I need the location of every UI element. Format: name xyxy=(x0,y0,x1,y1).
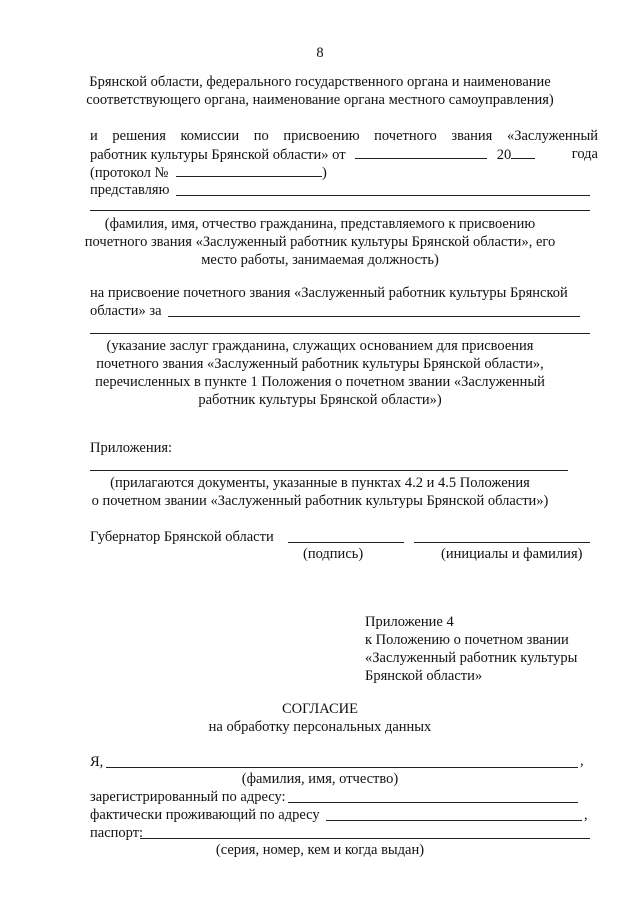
consent-i-prefix: Я, xyxy=(90,754,104,770)
intro-line-2: соответствующего органа, наименование органа местного самоуправления) xyxy=(86,92,554,108)
nominee-caption-1: (фамилия, имя, отчество гражданина, представляемого к присвоению xyxy=(104,216,536,232)
award-line-2-prefix: области» за xyxy=(90,303,162,319)
nominee-caption-3: место работы, занимаемая должность) xyxy=(201,252,439,268)
governor-label: Губернатор Брянской области xyxy=(90,529,274,545)
decision-word: комиссии xyxy=(180,128,240,144)
attachments-caption-1: (прилагаются документы, указанные в пунктах 4.2 и 4.5 Положения xyxy=(110,475,530,491)
decision-word: почетного xyxy=(374,128,437,144)
signature-field[interactable] xyxy=(288,542,404,543)
decision-date-prefix: работник культуры Брянской области» от xyxy=(90,147,346,163)
protocol-suffix: ) xyxy=(321,165,327,181)
consent-fio-field[interactable] xyxy=(106,767,578,768)
consent-passport-caption: (серия, номер, кем и когда выдан) xyxy=(215,842,425,858)
attachments-caption-2: о почетном звании «Заслуженный работник культуры Брянской области») xyxy=(91,493,549,509)
represent-label: представляю xyxy=(90,182,170,198)
page-number: 8 xyxy=(316,45,324,61)
merits-field-line-2[interactable] xyxy=(90,333,590,334)
intro-line-1: Брянской области, федерального государственного органа и наименование xyxy=(89,74,551,90)
award-line-1: на присвоение почетного звания «Заслуженный работник культуры Брянской xyxy=(90,285,568,301)
nominee-caption-2: почетного звания «Заслуженный работник культуры Брянской области», его xyxy=(84,234,556,250)
nominee-field-line-2[interactable] xyxy=(90,210,590,211)
consent-registered-label: зарегистрированный по адресу: xyxy=(90,789,286,805)
consent-living-suffix: , xyxy=(584,807,588,823)
decision-word: и xyxy=(90,128,98,144)
attachments-field[interactable] xyxy=(90,470,568,471)
merits-caption-4: работник культуры Брянской области») xyxy=(198,392,442,408)
initials-caption: (инициалы и фамилия) xyxy=(441,546,583,562)
consent-living-label: фактически проживающий по адресу xyxy=(90,807,320,823)
consent-registered-field[interactable] xyxy=(288,802,578,803)
decision-word: звания xyxy=(451,128,493,144)
decision-date-field[interactable] xyxy=(355,145,487,159)
represent-line xyxy=(90,181,169,199)
protocol-number-field[interactable] xyxy=(176,163,322,177)
merits-field[interactable] xyxy=(168,316,580,317)
represent-field[interactable] xyxy=(176,195,590,196)
appendix-line-2: к Положению о почетном звании xyxy=(365,632,569,648)
consent-living-field[interactable] xyxy=(326,820,582,821)
protocol-prefix: (протокол № xyxy=(90,165,169,181)
decision-year-suffix: года xyxy=(571,146,598,162)
decision-year-prefix: 20 xyxy=(496,147,512,163)
consent-title: СОГЛАСИЕ xyxy=(281,701,359,717)
consent-fio-caption: (фамилия, имя, отчество) xyxy=(241,771,399,787)
decision-word: по xyxy=(253,128,269,144)
consent-passport-field[interactable] xyxy=(140,838,590,839)
consent-i-suffix: , xyxy=(580,753,584,769)
appendix-line-4: Брянской области» xyxy=(365,668,483,684)
protocol-line xyxy=(90,163,327,182)
signature-caption: (подпись) xyxy=(303,546,364,562)
merits-caption-1: (указание заслуг гражданина, служащих основанием для присвоения xyxy=(106,338,534,354)
consent-passport-label: паспорт: xyxy=(90,825,144,841)
decision-word: решения xyxy=(112,128,166,144)
appendix-line-3: «Заслуженный работник культуры xyxy=(365,650,578,666)
decision-line-1 xyxy=(90,127,598,145)
merits-caption-2: почетного звания «Заслуженный работник культуры Брянской области», xyxy=(96,356,544,372)
award-line-2 xyxy=(90,302,162,320)
decision-word: «Заслуженный xyxy=(506,128,598,144)
initials-field[interactable] xyxy=(414,542,590,543)
appendix-line-1: Приложение 4 xyxy=(365,614,454,630)
decision-year-field[interactable] xyxy=(511,145,535,159)
merits-caption-3: перечисленных в пункте 1 Положения о почетном звании «Заслуженный xyxy=(95,374,545,390)
attachments-label: Приложения: xyxy=(90,440,173,456)
decision-word: присвоению xyxy=(283,128,360,144)
decision-line-2 xyxy=(90,145,598,164)
consent-subtitle: на обработку персональных данных xyxy=(208,719,432,735)
